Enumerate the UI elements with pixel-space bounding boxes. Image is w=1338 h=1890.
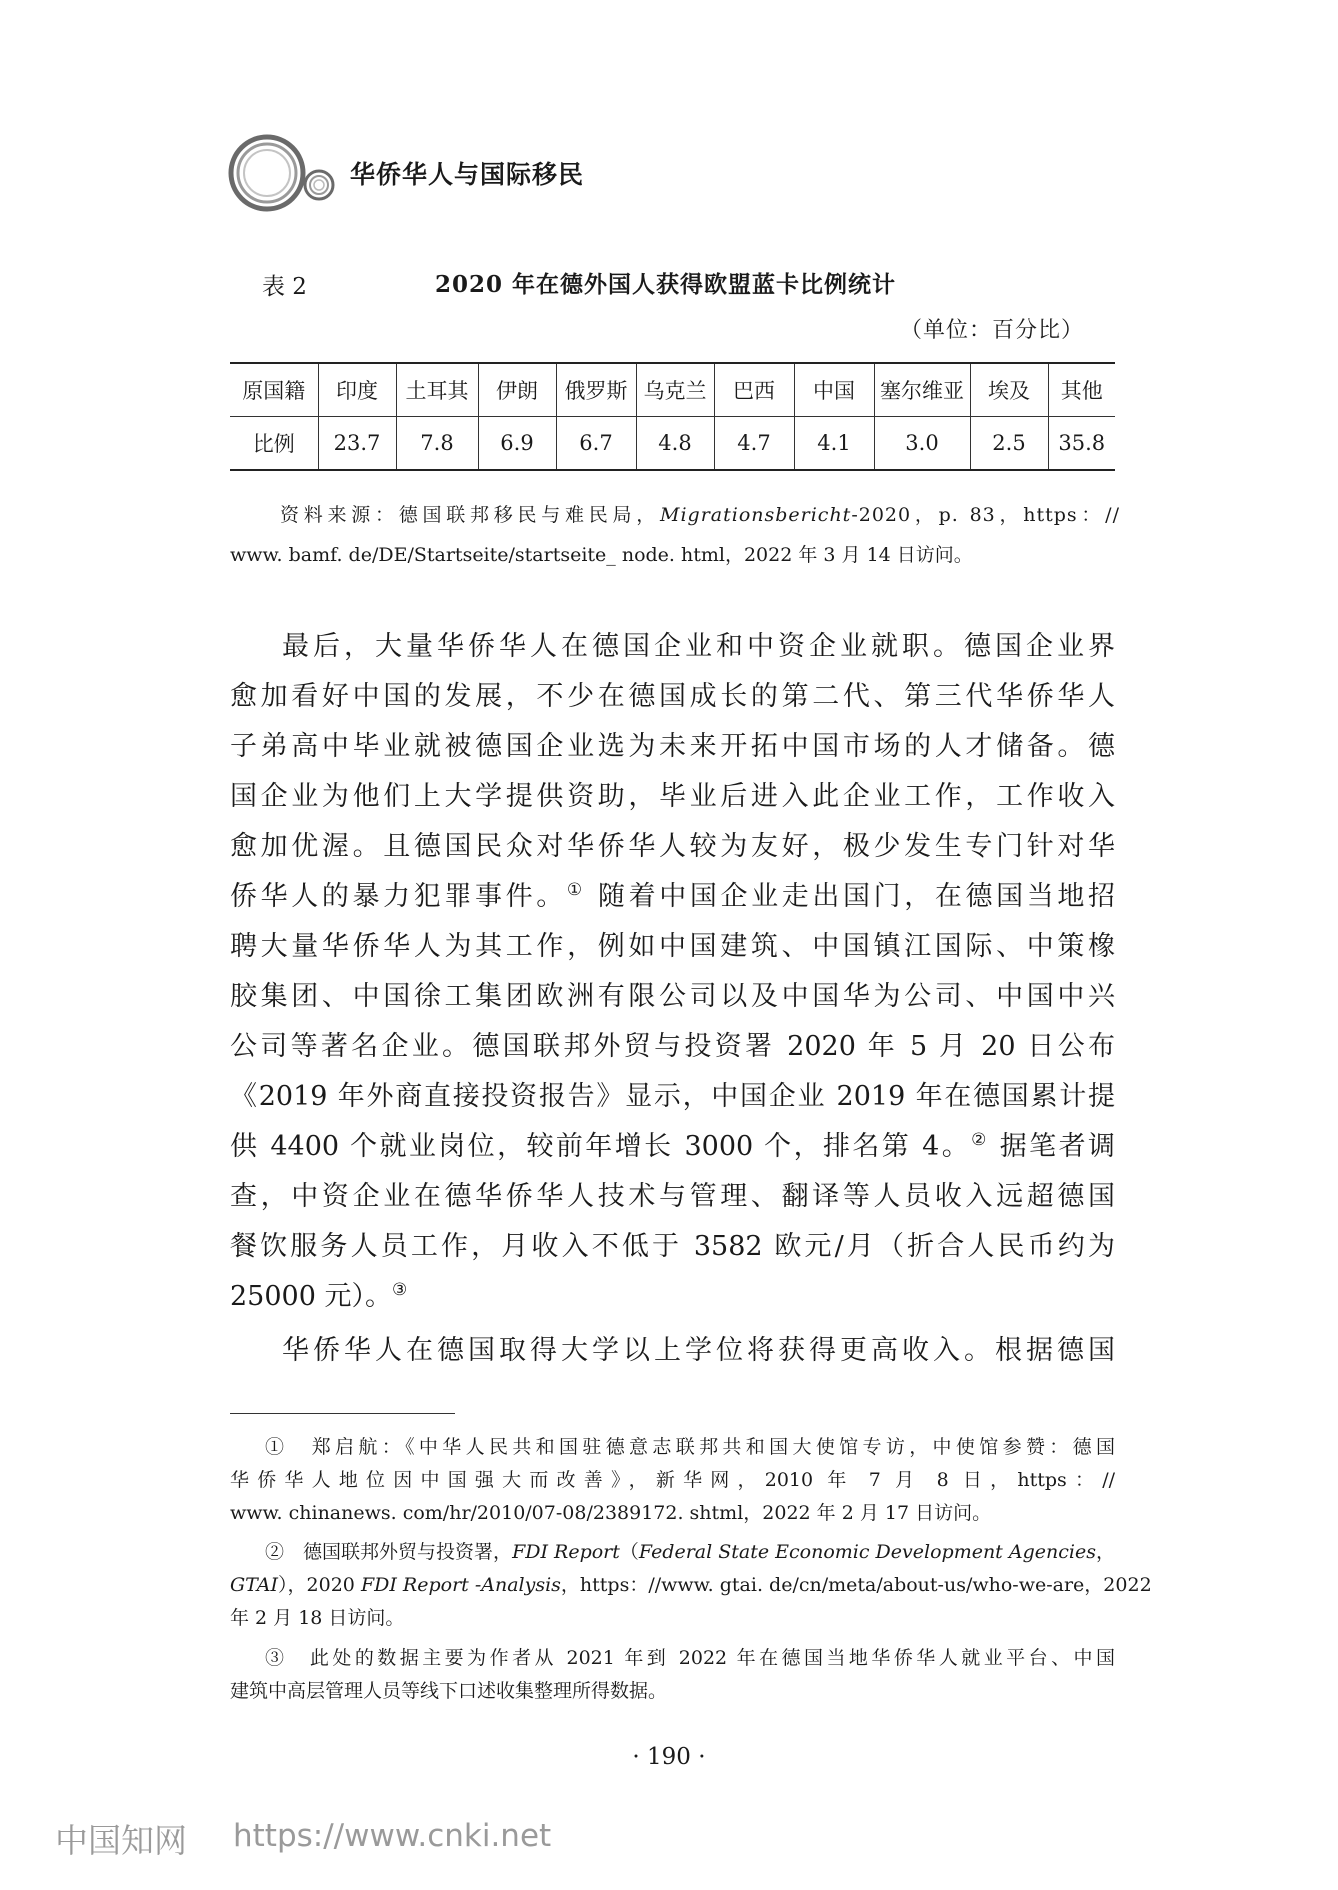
footnote-ref: ①: [566, 880, 586, 900]
table-title: 2020 年在德外国人获得欧盟蓝卡比例统计: [435, 271, 897, 298]
body-line: [230, 1127, 1115, 1167]
body-text: 据笔者调: [988, 1131, 1115, 1162]
footnote-italic: Federal State Economic Development Agencies: [638, 1541, 1096, 1563]
data-table: [230, 362, 1115, 471]
table-cell: 其他: [1048, 363, 1115, 417]
table-cell: 35.8: [1048, 417, 1115, 471]
table-cell: 比例: [230, 417, 318, 471]
footnote-line: 年 2 月 18 日访问。: [230, 1607, 405, 1629]
footnote-line: 华侨华人地位因中国强大而改善》，新华网，2010 年 7 月 8 日，https：//: [230, 1469, 1115, 1491]
table-header-row: [230, 363, 1115, 417]
table-cell: 6.7: [556, 417, 636, 471]
table-cell: 塞尔维亚: [874, 363, 970, 417]
footnote-divider: [230, 1413, 455, 1414]
footnote-text: ，: [1095, 1541, 1115, 1563]
source-note-suffix: -2020，p. 83，https：//: [851, 504, 1120, 526]
rings-logo-icon: [225, 133, 345, 213]
footnote-line: [265, 1537, 1115, 1567]
table-cell: 土耳其: [396, 363, 478, 417]
footnote-text: ），2020: [278, 1574, 361, 1596]
source-note-line2: www. bamf. de/DE/Startseite/startseite_ node. html，2022 年 3 月 14 日访问。: [230, 544, 973, 566]
table-cell: 23.7: [318, 417, 396, 471]
table-cell: 4.8: [636, 417, 714, 471]
footnote-text: ，https：//www. gtai. de/cn/meta/about-us/who-we-are，2022: [560, 1574, 1152, 1596]
table-value-row: [230, 417, 1115, 471]
table-cell: 7.8: [396, 417, 478, 471]
body-line: 聘大量华侨华人为其工作，例如中国建筑、中国镇江国际、中策橡: [230, 931, 1115, 962]
table-cell: 印度: [318, 363, 396, 417]
body-line: 愈加优渥。且德国民众对华侨华人较为友好，极少发生专门针对华: [230, 831, 1115, 862]
source-note-italic: Migrationsbericht: [660, 504, 852, 526]
table-cell: 埃及: [970, 363, 1048, 417]
footnote-text: （: [619, 1541, 639, 1563]
footnote-line: [230, 1570, 1152, 1600]
footnote-ref: ②: [971, 1130, 989, 1150]
table-cell: 2.5: [970, 417, 1048, 471]
table-cell: 6.9: [478, 417, 556, 471]
running-title: 华侨华人与国际移民: [350, 160, 585, 189]
body-text: 供 4400 个就业岗位，较前年增长 3000 个，排名第 4。: [230, 1131, 972, 1162]
body-text: 25000 元）。: [230, 1281, 392, 1312]
body-text: 随着中国企业走出国门，在德国当地招: [585, 881, 1115, 912]
source-note: [280, 497, 1120, 533]
footnote-line: www. chinanews. com/hr/2010/07-08/2389172. shtml，2022 年 2 月 17 日访问。: [230, 1502, 992, 1524]
watermark-url: https://www.cnki.net: [233, 1818, 552, 1854]
source-note-prefix: 资料来源：德国联邦移民与难民局，: [280, 504, 660, 526]
table-cell: 巴西: [714, 363, 794, 417]
table-cell: 原国籍: [230, 363, 318, 417]
footnote-ref: ③: [391, 1280, 408, 1300]
body-line: 《2019 年外商直接投资报告》显示，中国企业 2019 年在德国累计提: [230, 1081, 1115, 1112]
table-cell: 俄罗斯: [556, 363, 636, 417]
footnote-text: ② 德国联邦外贸与投资署，: [265, 1541, 513, 1563]
body-line: 国企业为他们上大学提供资助，毕业后进入此企业工作，工作收入: [230, 781, 1115, 812]
body-line: [230, 877, 1115, 917]
footnote-italic: GTAI: [230, 1574, 279, 1596]
table-cell: 中国: [794, 363, 874, 417]
table-number: 表 2: [262, 274, 307, 300]
body-line: 愈加看好中国的发展，不少在德国成长的第二代、第三代华侨华人: [230, 681, 1115, 712]
body-line: 公司等著名企业。德国联邦外贸与投资署 2020 年 5 月 20 日公布: [230, 1031, 1115, 1062]
table-cell: 4.1: [794, 417, 874, 471]
watermark-brand: 中国知网: [55, 1821, 187, 1860]
body-line: 胶集团、中国徐工集团欧洲有限公司以及中国华为公司、中国中兴: [230, 981, 1115, 1012]
body-line: 最后，大量华侨华人在德国企业和中资企业就职。德国企业界: [282, 631, 1115, 662]
footnote-italic: FDI Report -Analysis: [360, 1574, 561, 1596]
body-line: 华侨华人在德国取得大学以上学位将获得更高收入。根据德国: [282, 1335, 1115, 1366]
footnote-line: ③ 此处的数据主要为作者从 2021 年到 2022 年在德国当地华侨华人就业平台、中国: [265, 1647, 1115, 1669]
table-unit: （单位：百分比）: [900, 318, 1085, 343]
table-cell: 乌克兰: [636, 363, 714, 417]
footnote-line: 建筑中高层管理人员等线下口述收集整理所得数据。: [230, 1680, 668, 1702]
page-number: · 190 ·: [632, 1744, 706, 1770]
body-text: 侨华人的暴力犯罪事件。: [230, 881, 567, 912]
footnote-line: ① 郑启航：《中华人民共和国驻德意志联邦共和国大使馆专访，中使馆参赞：德国: [265, 1436, 1115, 1458]
table-cell: 伊朗: [478, 363, 556, 417]
body-line: 餐饮服务人员工作，月收入不低于 3582 欧元/月（折合人民币约为: [230, 1231, 1115, 1262]
body-line: 查，中资企业在德华侨华人技术与管理、翻译等人员收入远超德国: [230, 1181, 1115, 1212]
body-line: [230, 1277, 1115, 1317]
table-cell: 3.0: [874, 417, 970, 471]
body-line: 子弟高中毕业就被德国企业选为未来开拓中国市场的人才储备。德: [230, 731, 1115, 762]
footnote-italic: FDI Report: [512, 1541, 620, 1563]
table-cell: 4.7: [714, 417, 794, 471]
